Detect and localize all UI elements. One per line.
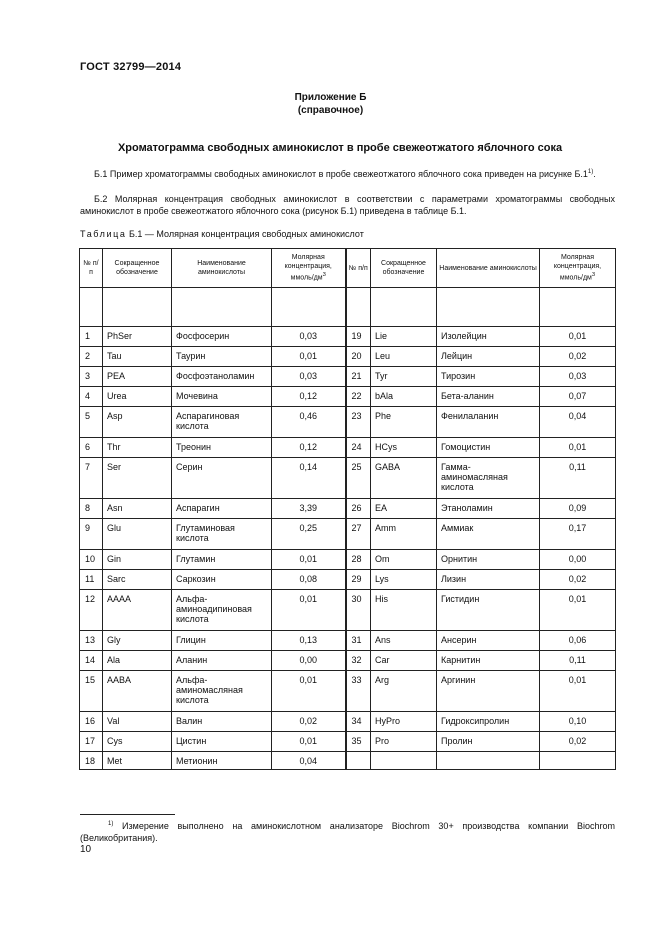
table-row xyxy=(80,347,616,367)
cell-abbr: Lys xyxy=(371,570,437,590)
footnote-divider xyxy=(80,814,175,815)
cell-name: Аспарагин xyxy=(172,499,272,519)
cell-name: Лейцин xyxy=(437,347,540,367)
cell-abbr: PEA xyxy=(103,367,172,387)
cell-name: Аспарагиновая кислота xyxy=(172,407,272,438)
cell-name: Треонин xyxy=(172,438,272,458)
cell-name: Орнитин xyxy=(437,550,540,570)
cell-value: 0,01 xyxy=(272,671,346,712)
cell-value: 0,00 xyxy=(272,651,346,671)
cell-num: 14 xyxy=(80,651,103,671)
cell-num: 28 xyxy=(346,550,371,570)
cell-value: 0,02 xyxy=(540,347,616,367)
table-header-row xyxy=(80,249,616,288)
table-row xyxy=(80,631,616,651)
cell-num: 23 xyxy=(346,407,371,438)
cell-abbr: Phe xyxy=(371,407,437,438)
table-row xyxy=(80,752,616,770)
cell-name: Аммиак xyxy=(437,519,540,550)
cell-name: Этаноламин xyxy=(437,499,540,519)
cell-name: Изолейцин xyxy=(437,327,540,347)
cell-value: 0,02 xyxy=(272,712,346,732)
cell-abbr: Pro xyxy=(371,732,437,752)
table-row xyxy=(80,590,616,631)
header-abbr: Сокращенное обозначение xyxy=(371,249,437,288)
cell-name: Глутамин xyxy=(172,550,272,570)
cell-name: Тирозин xyxy=(437,367,540,387)
footnote-ref: 1) xyxy=(587,169,594,175)
cell-abbr: Asn xyxy=(103,499,172,519)
cell-name: Фосфосерин xyxy=(172,327,272,347)
cell-num: 20 xyxy=(346,347,371,367)
cell-value: 0,03 xyxy=(272,367,346,387)
cell-abbr: Leu xyxy=(371,347,437,367)
cell-name: Карнитин xyxy=(437,651,540,671)
cell-value: 0,11 xyxy=(540,651,616,671)
header-num: № п/п xyxy=(80,249,103,288)
cell-abbr: Tyr xyxy=(371,367,437,387)
cell-value: 0,03 xyxy=(272,327,346,347)
cell-name: Серин xyxy=(172,458,272,499)
header-separator xyxy=(80,288,616,327)
cell-num: 18 xyxy=(80,752,103,770)
cell-abbr: HyPro xyxy=(371,712,437,732)
paragraph-b1-text: Б.1 Пример хроматограммы свободных аминокислот в пробе свежеотжатого яблочного сока приведен на рисунке Б.1 xyxy=(94,169,588,179)
cell-num: 13 xyxy=(80,631,103,651)
cell-num: 19 xyxy=(346,327,371,347)
footnote xyxy=(80,818,615,844)
cell-num: 1 xyxy=(80,327,103,347)
cell-value: 0,10 xyxy=(540,712,616,732)
cell-name: Аргинин xyxy=(437,671,540,712)
cell-name: Глутаминовая кислота xyxy=(172,519,272,550)
cell-abbr: His xyxy=(371,590,437,631)
cell-value: 0,01 xyxy=(272,732,346,752)
table-row xyxy=(80,327,616,347)
cell-name: Альфа-аминомасляная кислота xyxy=(172,671,272,712)
cell-num: 9 xyxy=(80,519,103,550)
cell-abbr: Thr xyxy=(103,438,172,458)
cell-abbr: HCys xyxy=(371,438,437,458)
cell-name: Бета-аланин xyxy=(437,387,540,407)
cell-value: 0,46 xyxy=(272,407,346,438)
cell-abbr: Glu xyxy=(103,519,172,550)
cell-name: Ансерин xyxy=(437,631,540,651)
cell-name: Аланин xyxy=(172,651,272,671)
cell-name: Пролин xyxy=(437,732,540,752)
cell-num: 7 xyxy=(80,458,103,499)
cell-abbr: Car xyxy=(371,651,437,671)
paragraph-b1: Б.1 Пример хроматограммы свободных аминокислот в пробе свежеотжатого яблочного сока приведен на рисунке Б.1$^{1)}$. xyxy=(94,169,596,179)
header-abbr: Сокращенное обозначение xyxy=(103,249,172,288)
cell-name: Таурин xyxy=(172,347,272,367)
cell-name: Цистин xyxy=(172,732,272,752)
amino-acid-table xyxy=(79,248,616,770)
cell-abbr: EA xyxy=(371,499,437,519)
cell-num: 35 xyxy=(346,732,371,752)
cell-num: 26 xyxy=(346,499,371,519)
cell-name: Гомоцистин xyxy=(437,438,540,458)
cell-name: Глицин xyxy=(172,631,272,651)
appendix-title: Приложение Б xyxy=(294,92,367,103)
table-row xyxy=(80,550,616,570)
cell-value: 0,00 xyxy=(540,550,616,570)
cell-name: Валин xyxy=(172,712,272,732)
cell-num: 25 xyxy=(346,458,371,499)
cell-num: 12 xyxy=(80,590,103,631)
cell-num xyxy=(346,752,371,770)
table-row xyxy=(80,519,616,550)
cell-num: 2 xyxy=(80,347,103,367)
cell-value: 0,06 xyxy=(540,631,616,651)
cell-abbr: Ans xyxy=(371,631,437,651)
cell-abbr: Amm xyxy=(371,519,437,550)
cell-abbr: Arg xyxy=(371,671,437,712)
cell-num: 17 xyxy=(80,732,103,752)
cell-value: 3,39 xyxy=(272,499,346,519)
appendix-subtitle: (справочное) xyxy=(297,105,364,116)
cell-num: 4 xyxy=(80,387,103,407)
cell-num: 32 xyxy=(346,651,371,671)
cell-value: 0,09 xyxy=(540,499,616,519)
cell-value: 0,01 xyxy=(540,590,616,631)
table-row xyxy=(80,438,616,458)
footnote-text: Измерение выполнено на аминокислотном анализаторе Biochrom 30+ производства компании Biochrom (Великобритания). xyxy=(80,821,615,843)
cell-abbr: Tau xyxy=(103,347,172,367)
cell-abbr: Om xyxy=(371,550,437,570)
cell-value: 0,02 xyxy=(540,570,616,590)
cell-num: 22 xyxy=(346,387,371,407)
cell-value: 0,03 xyxy=(540,367,616,387)
cell-value: 0,01 xyxy=(272,347,346,367)
cell-num: 29 xyxy=(346,570,371,590)
cell-value: 0,04 xyxy=(540,407,616,438)
cell-num: 16 xyxy=(80,712,103,732)
cell-name: Гамма-аминомасляная кислота xyxy=(437,458,540,499)
cell-abbr: Asp xyxy=(103,407,172,438)
cell-value: 0,02 xyxy=(540,732,616,752)
table-row xyxy=(80,407,616,438)
table-row xyxy=(80,570,616,590)
cell-value: 0,01 xyxy=(540,671,616,712)
cell-abbr: GABA xyxy=(371,458,437,499)
header-conc: Молярная концентрация, ммоль/$дм^3$ xyxy=(272,249,346,288)
cell-abbr: bAla xyxy=(371,387,437,407)
cell-name: Гистидин xyxy=(437,590,540,631)
table-caption xyxy=(80,229,364,239)
cell-value: 0,12 xyxy=(272,438,346,458)
cell-abbr: Gin xyxy=(103,550,172,570)
cell-num: 27 xyxy=(346,519,371,550)
cell-num: 11 xyxy=(80,570,103,590)
cell-value: 0,25 xyxy=(272,519,346,550)
cell-abbr: Sarc xyxy=(103,570,172,590)
table-row xyxy=(80,671,616,712)
cell-value: 0,01 xyxy=(272,550,346,570)
cell-num: 30 xyxy=(346,590,371,631)
cell-name: Гидроксипролин xyxy=(437,712,540,732)
cell-num: 10 xyxy=(80,550,103,570)
cell-value: 0,01 xyxy=(540,327,616,347)
cell-abbr: Cys xyxy=(103,732,172,752)
cell-value: 0,04 xyxy=(272,752,346,770)
cell-num: 3 xyxy=(80,367,103,387)
header-conc: Молярная концентрация, ммоль/$дм^3$ xyxy=(540,249,616,288)
cell-num: 21 xyxy=(346,367,371,387)
cell-abbr: Val xyxy=(103,712,172,732)
cell-value: 0,07 xyxy=(540,387,616,407)
table-row xyxy=(80,499,616,519)
header-num: № п/п xyxy=(346,249,371,288)
header-name: Наименование аминокислоты xyxy=(437,249,540,288)
cell-num: 33 xyxy=(346,671,371,712)
table-row xyxy=(80,651,616,671)
document-header: ГОСТ 32799—2014 xyxy=(80,61,182,73)
cell-name: Альфа-аминоадипиновая кислота xyxy=(172,590,272,631)
cell-value: 0,08 xyxy=(272,570,346,590)
footnote-marker: 1) xyxy=(108,821,114,827)
cell-num: 15 xyxy=(80,671,103,712)
cell-abbr: Urea xyxy=(103,387,172,407)
cell-num: 24 xyxy=(346,438,371,458)
header-name: Наименование аминокислоты xyxy=(172,249,272,288)
table-row xyxy=(80,367,616,387)
cell-value: 0,13 xyxy=(272,631,346,651)
table-row xyxy=(80,712,616,732)
cell-name: Фенилаланин xyxy=(437,407,540,438)
cell-value xyxy=(540,752,616,770)
cell-abbr: АААА xyxy=(103,590,172,631)
table-row xyxy=(80,732,616,752)
cell-name: Лизин xyxy=(437,570,540,590)
cell-value: 0,12 xyxy=(272,387,346,407)
section-title: Хроматограмма свободных аминокислот в пробе свежеотжатого яблочного сока xyxy=(117,142,563,154)
cell-name: Саркозин xyxy=(172,570,272,590)
cell-name: Фосфоэтаноламин xyxy=(172,367,272,387)
paragraph-b2 xyxy=(80,193,615,217)
cell-num: 8 xyxy=(80,499,103,519)
cell-num: 5 xyxy=(80,407,103,438)
cell-value: 0,17 xyxy=(540,519,616,550)
cell-abbr: PhSer xyxy=(103,327,172,347)
cell-num: 6 xyxy=(80,438,103,458)
cell-num: 34 xyxy=(346,712,371,732)
table-caption-text: Б.1 — Молярная концентрация свободных аминокислот xyxy=(126,229,364,239)
table-row xyxy=(80,387,616,407)
cell-abbr: Lie xyxy=(371,327,437,347)
cell-value: 0,14 xyxy=(272,458,346,499)
cell-value: 0,01 xyxy=(540,438,616,458)
cell-abbr: Gly xyxy=(103,631,172,651)
cell-name xyxy=(437,752,540,770)
paragraph-b2-text: Б.2 Молярная концентрация свободных аминокислот в соответствии с параметрами хроматограммы свободных аминокислот в пробе свежеотжатого яблочного сока (рисунок Б.1) приведена в таблице Б.1. xyxy=(80,194,615,216)
cell-abbr: Ser xyxy=(103,458,172,499)
table-row xyxy=(80,458,616,499)
cell-value: 0,01 xyxy=(272,590,346,631)
cell-abbr: Ala xyxy=(103,651,172,671)
cell-value: 0,11 xyxy=(540,458,616,499)
page-number: 10 xyxy=(80,844,92,855)
table-caption-label: Таблица xyxy=(80,229,127,239)
cell-abbr: Met xyxy=(103,752,172,770)
cell-name: Мочевина xyxy=(172,387,272,407)
cell-abbr: AABA xyxy=(103,671,172,712)
cell-abbr xyxy=(371,752,437,770)
cell-num: 31 xyxy=(346,631,371,651)
cell-name: Метионин xyxy=(172,752,272,770)
